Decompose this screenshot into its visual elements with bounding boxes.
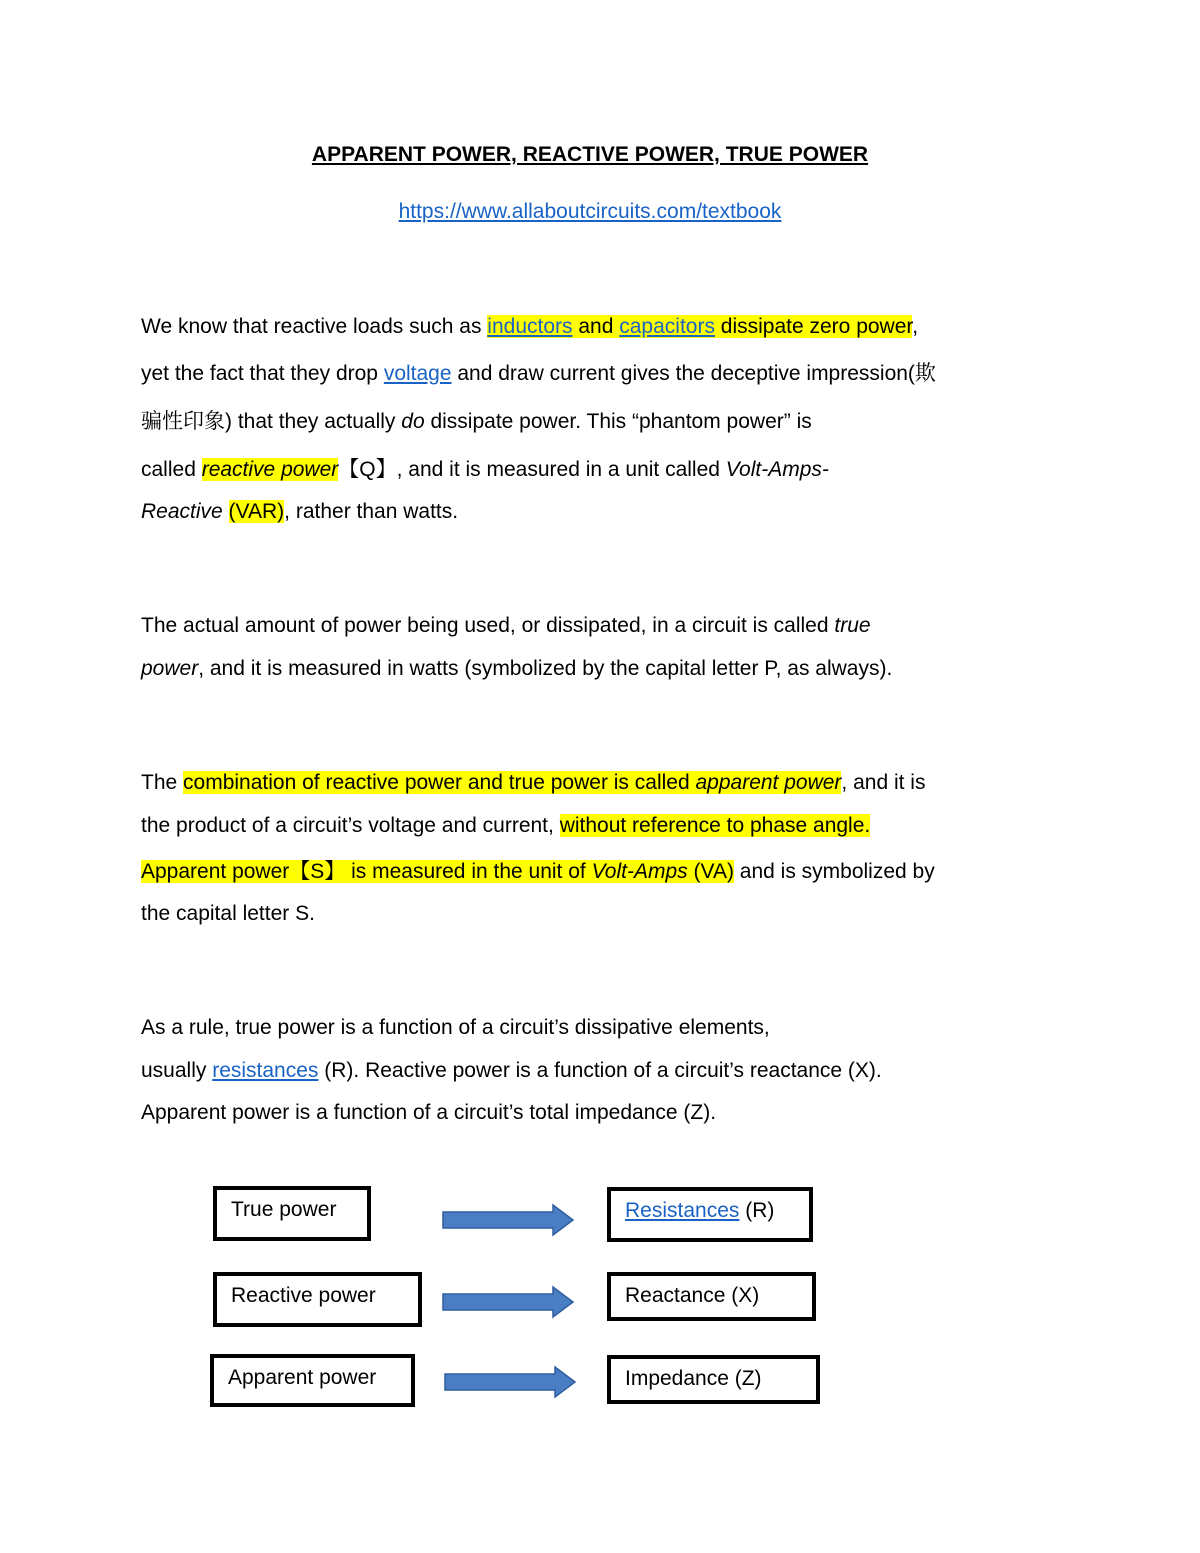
apparent-power-box: Apparent power	[210, 1354, 415, 1407]
text: , and it is measured in a unit called	[396, 458, 726, 481]
emphasis: Volt-Amps-	[725, 458, 829, 481]
text: 骗性印象) that they actually	[141, 410, 402, 433]
paragraph-3-line-4: the capital letter S.	[141, 902, 315, 925]
paragraph-1-line-2	[141, 360, 936, 388]
true-power-box: True power	[213, 1186, 371, 1241]
highlight	[141, 860, 734, 883]
paragraph-3-line-1	[141, 769, 925, 797]
emphasis: do	[401, 410, 425, 433]
highlight: without reference to phase angle.	[559, 814, 871, 837]
paragraph-1-line-1	[141, 313, 918, 341]
arrow-right-icon	[441, 1203, 577, 1237]
paragraph-1-line-5	[141, 498, 458, 526]
impedance-box: Impedance (Z)	[607, 1355, 820, 1404]
text: combination of reactive power and true power is called	[183, 771, 696, 794]
emphasis: Volt-Amps	[591, 860, 688, 883]
text: dissipate power. This “phantom power” is	[424, 410, 812, 433]
text: and	[572, 315, 620, 338]
voltage-link[interactable]: voltage	[383, 362, 452, 385]
text: , and it is measured in watts (symbolized by the capital letter P, as always).	[198, 657, 893, 680]
paragraph-4-line-1: As a rule, true power is a function of a circuit’s dissipative elements,	[141, 1016, 770, 1039]
emphasis: power	[141, 657, 199, 680]
arrow-right-icon	[443, 1365, 579, 1399]
text: and draw current gives the deceptive impression(欺	[451, 362, 936, 385]
highlight	[183, 771, 841, 794]
text: ,	[912, 315, 919, 338]
text: and is symbolized by	[733, 860, 935, 883]
text: The	[141, 771, 184, 794]
paragraph-2-line-2	[141, 655, 892, 683]
resistances-link[interactable]: resistances	[212, 1059, 319, 1082]
highlight	[487, 315, 912, 338]
text: , and it is	[841, 771, 926, 794]
symbol-q: 【Q】	[338, 458, 397, 481]
highlight	[202, 458, 339, 481]
resistances-box-link[interactable]: Resistances	[625, 1199, 740, 1222]
arrow-right-icon	[441, 1285, 577, 1319]
paragraph-3-line-3	[141, 858, 935, 886]
emphasis: apparent power	[695, 771, 842, 794]
reactance-box: Reactance (X)	[607, 1272, 816, 1321]
paragraph-4-line-2	[141, 1057, 882, 1085]
reactive-power-box: Reactive power	[213, 1272, 422, 1327]
text: , rather than watts.	[284, 500, 459, 523]
text: (VA)	[687, 860, 734, 883]
inductors-link[interactable]: inductors	[487, 315, 573, 338]
text: The actual amount of power being used, or dissipated, in a circuit is called	[141, 614, 835, 637]
paragraph-3-line-2	[141, 812, 870, 840]
paragraph-4-line-3: Apparent power is a function of a circuit’s total impedance (Z).	[141, 1101, 717, 1124]
paragraph-2-line-1	[141, 612, 871, 640]
text: (R). Reactive power is a function of a circuit’s reactance (X).	[318, 1059, 882, 1082]
text: Apparent power【S】 is measured in the unit of	[141, 860, 592, 883]
capacitors-link[interactable]: capacitors	[619, 315, 715, 338]
paragraph-1-line-4	[141, 456, 829, 484]
emphasis: reactive power	[201, 458, 339, 481]
text: dissipate zero power	[714, 315, 913, 338]
text: called	[141, 458, 202, 481]
text: We know that reactive loads such as	[141, 315, 488, 338]
page-title: APPARENT POWER, REACTIVE POWER, TRUE POWER	[311, 143, 869, 166]
text: the product of a circuit’s voltage and current,	[141, 814, 560, 837]
text: usually	[141, 1059, 213, 1082]
source-url	[0, 200, 1180, 224]
resistances-box	[607, 1187, 813, 1242]
text: yet the fact that they drop	[141, 362, 384, 385]
emphasis: Reactive	[141, 500, 223, 523]
emphasis: true	[834, 614, 871, 637]
paragraph-1-line-3	[141, 408, 812, 436]
highlight: (VAR)	[228, 500, 285, 523]
text: (R)	[739, 1199, 775, 1222]
source-url-link[interactable]: https://www.allaboutcircuits.com/textbook	[398, 200, 782, 223]
